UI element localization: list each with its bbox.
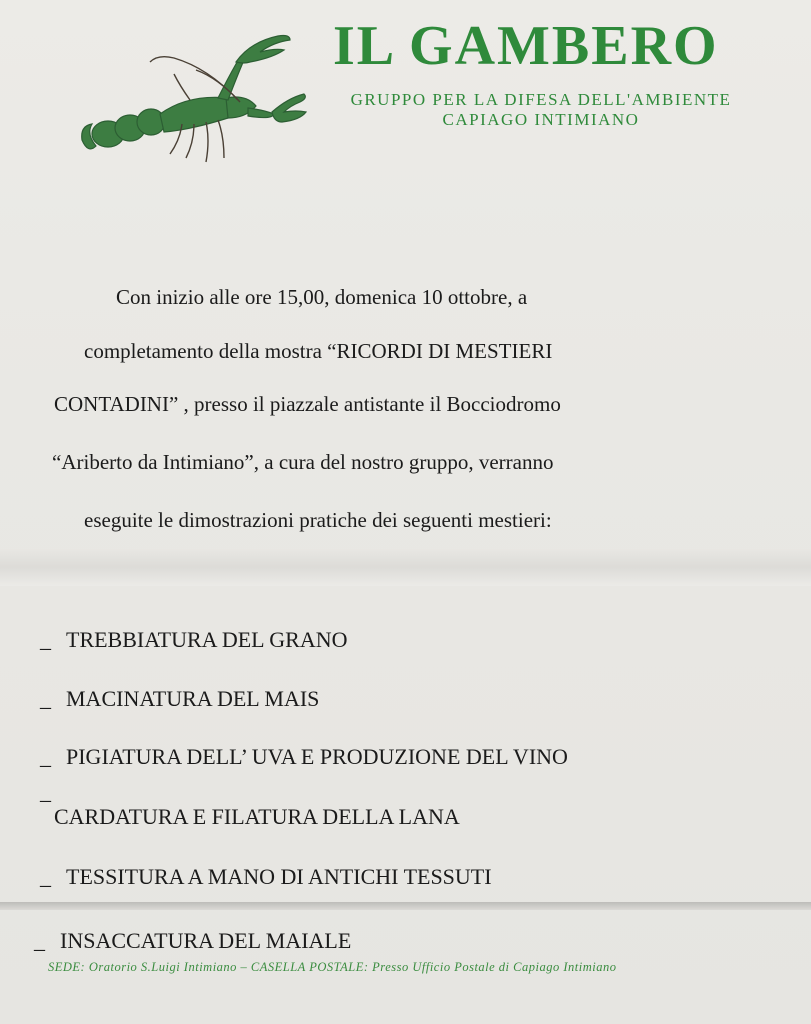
list-item [40,627,348,653]
list-item-label: TREBBIATURA DEL GRANO [66,627,348,652]
list-marker: _ [40,864,51,889]
list-item-label: TESSITURA A MANO DI ANTICHI TESSUTI [66,864,492,889]
paper-fold [0,548,811,586]
list-item [34,928,351,954]
list-marker: _ [40,627,51,652]
organization-subtitle [336,90,746,130]
subtitle-line-2: CAPIAGO INTIMIANO [442,110,640,129]
list-marker: _ [34,928,45,953]
crayfish-icon [78,28,310,178]
list-item [40,744,568,770]
list-item-label: MACINATURA DEL MAIS [66,686,320,711]
organization-title: IL GAMBERO [333,15,719,77]
body-line-3: CONTADINI” , presso il piazzale antistante il Bocciodromo [54,392,561,416]
body-line-4: “Ariberto da Intimiano”, a cura del nostro gruppo, verranno [52,450,554,474]
list-item-label: CARDATURA E FILATURA DELLA LANA [54,804,460,829]
body-line-5: eseguite le dimostrazioni pratiche dei seguenti mestieri: [84,508,552,532]
paper-fold-lower [0,902,811,910]
list-marker-standalone: _ [40,779,51,804]
list-marker: _ [40,744,51,769]
list-item [40,686,319,712]
list-item [40,864,492,890]
body-line-1: Con inizio alle ore 15,00, domenica 10 ottobre, a [116,285,528,309]
list-item-label: PIGIATURA DELL’ UVA E PRODUZIONE DEL VINO [66,744,568,769]
footer-address: SEDE: Oratorio S.Luigi Intimiano – CASELLA POSTALE: Presso Ufficio Postale di Capiago Intimiano [48,960,617,974]
list-item-label: INSACCATURA DEL MAIALE [60,928,352,953]
list-marker: _ [40,686,51,711]
body-line-2: completamento della mostra “RICORDI DI MESTIERI [84,339,553,363]
subtitle-line-1: GRUPPO PER LA DIFESA DELL'AMBIENTE [350,90,732,109]
